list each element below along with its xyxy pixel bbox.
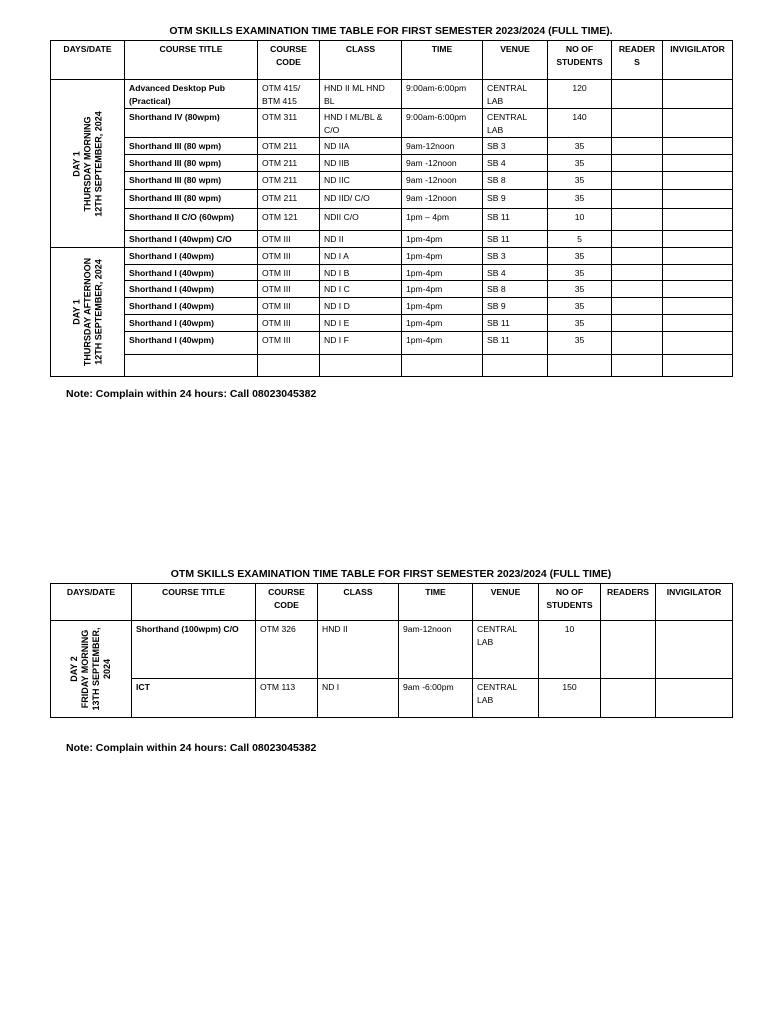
table-row — [51, 314, 733, 331]
time-cell: 9am -12noon — [402, 155, 483, 172]
students-cell: 35 — [548, 248, 612, 265]
table-row — [51, 231, 733, 248]
venue-cell: SB 11 — [483, 209, 548, 231]
empty-row — [51, 354, 733, 376]
class-cell: HND II ML HND BL — [320, 80, 402, 109]
table-row — [51, 172, 733, 190]
class-cell: NDII C/O — [320, 209, 402, 231]
students-cell: 35 — [548, 190, 612, 209]
col-header-class: CLASS — [318, 584, 399, 621]
class-cell: ND IID/ C/O — [320, 190, 402, 209]
col-header-invigilator: INVIGILATOR — [656, 584, 733, 621]
class-cell: ND II — [320, 231, 402, 248]
readers-cell — [612, 231, 663, 248]
invigilator-cell — [663, 109, 733, 138]
col-header-venue: VENUE — [483, 41, 548, 80]
class-cell: ND IIA — [320, 138, 402, 155]
course-title-cell: Shorthand III (80 wpm) — [125, 172, 258, 190]
header-row — [51, 584, 733, 621]
time-cell: 9am-12noon — [399, 621, 473, 679]
invigilator-cell — [663, 281, 733, 298]
time-cell: 1pm-4pm — [402, 264, 483, 281]
invigilator-cell — [663, 80, 733, 109]
class-cell: HND II — [318, 621, 399, 679]
students-cell: 35 — [548, 155, 612, 172]
empty-cell — [125, 354, 258, 376]
time-cell: 9am-12noon — [402, 138, 483, 155]
readers-cell — [612, 209, 663, 231]
students-cell: 35 — [548, 264, 612, 281]
course-title-cell: Advanced Desktop Pub (Practical) — [125, 80, 258, 109]
time-cell: 9am -6:00pm — [399, 679, 473, 718]
table-row — [51, 138, 733, 155]
readers-cell — [612, 138, 663, 155]
students-cell: 5 — [548, 231, 612, 248]
readers-cell — [612, 172, 663, 190]
col-header-course-code: COURSE CODE — [256, 584, 318, 621]
invigilator-cell — [663, 138, 733, 155]
readers-cell — [612, 264, 663, 281]
students-cell: 35 — [548, 172, 612, 190]
course-code-cell: OTM 211 — [258, 172, 320, 190]
venue-cell: SB 11 — [483, 331, 548, 354]
students-cell: 140 — [548, 109, 612, 138]
class-cell: ND I — [318, 679, 399, 718]
course-code-cell: OTM 113 — [256, 679, 318, 718]
venue-cell: CENTRAL LAB — [483, 80, 548, 109]
class-cell: ND I D — [320, 297, 402, 314]
invigilator-cell — [663, 155, 733, 172]
students-cell: 35 — [548, 281, 612, 298]
venue-cell: CENTRAL LAB — [483, 109, 548, 138]
course-code-cell: OTM 415/ BTM 415 — [258, 80, 320, 109]
students-cell: 10 — [539, 621, 601, 679]
time-cell: 1pm-4pm — [402, 314, 483, 331]
time-cell: 1pm-4pm — [402, 248, 483, 265]
students-cell: 35 — [548, 297, 612, 314]
empty-cell — [663, 354, 733, 376]
col-header-students: NO OF STUDENTS — [539, 584, 601, 621]
col-header-days: DAYS/DATE — [51, 41, 125, 80]
course-code-cell: OTM 211 — [258, 138, 320, 155]
empty-cell — [402, 354, 483, 376]
course-code-cell: OTM III — [258, 331, 320, 354]
course-code-cell: OTM 211 — [258, 155, 320, 172]
time-cell: 1pm-4pm — [402, 331, 483, 354]
readers-cell — [612, 331, 663, 354]
venue-cell: SB 11 — [483, 314, 548, 331]
invigilator-cell — [656, 679, 733, 718]
day-cell-friday-morning — [51, 621, 132, 718]
readers-cell — [612, 155, 663, 172]
course-code-cell: OTM III — [258, 314, 320, 331]
class-cell: ND I F — [320, 331, 402, 354]
empty-cell — [612, 354, 663, 376]
venue-cell: SB 9 — [483, 297, 548, 314]
students-cell: 10 — [548, 209, 612, 231]
table-row — [51, 281, 733, 298]
invigilator-cell — [663, 248, 733, 265]
class-cell: HND I ML/BL & C/O — [320, 109, 402, 138]
venue-cell: SB 11 — [483, 231, 548, 248]
table-row — [51, 190, 733, 209]
venue-cell: SB 3 — [483, 138, 548, 155]
empty-cell — [320, 354, 402, 376]
col-header-days: DAYS/DATE — [51, 584, 132, 621]
day-cell-thursday-afternoon — [51, 248, 125, 377]
course-title-cell: Shorthand I (40wpm) — [125, 297, 258, 314]
table-row — [51, 80, 733, 109]
col-header-time: TIME — [402, 41, 483, 80]
students-cell: 35 — [548, 314, 612, 331]
day-label: DAY 1 THURSDAY AFTERNOON 12TH SEPTEMBER, 2024 — [71, 257, 103, 366]
course-title-cell: Shorthand I (40wpm) — [125, 248, 258, 265]
table-row — [51, 155, 733, 172]
time-cell: 9:00am-6:00pm — [402, 109, 483, 138]
timetable-1 — [50, 40, 733, 377]
table-row — [51, 209, 733, 231]
venue-cell: SB 8 — [483, 172, 548, 190]
time-cell: 9:00am-6:00pm — [402, 80, 483, 109]
students-cell: 35 — [548, 331, 612, 354]
course-title-cell: ICT — [132, 679, 256, 718]
col-header-venue: VENUE — [473, 584, 539, 621]
readers-cell — [601, 621, 656, 679]
venue-cell: SB 9 — [483, 190, 548, 209]
time-cell: 1pm-4pm — [402, 297, 483, 314]
course-code-cell: OTM III — [258, 248, 320, 265]
students-cell: 150 — [539, 679, 601, 718]
col-header-students: NO OF STUDENTS — [548, 41, 612, 80]
table-row — [51, 297, 733, 314]
col-header-readers: READERS — [612, 41, 663, 80]
table-row — [51, 264, 733, 281]
course-code-cell: OTM III — [258, 281, 320, 298]
students-cell: 120 — [548, 80, 612, 109]
invigilator-cell — [663, 264, 733, 281]
course-title-cell: Shorthand III (80 wpm) — [125, 190, 258, 209]
class-cell: ND I B — [320, 264, 402, 281]
timetable-2 — [50, 583, 733, 718]
col-header-course-title: COURSE TITLE — [132, 584, 256, 621]
readers-cell — [612, 281, 663, 298]
invigilator-cell — [656, 621, 733, 679]
course-title-cell: Shorthand I (40wpm) C/O — [125, 231, 258, 248]
readers-cell — [612, 248, 663, 265]
table-row — [51, 679, 733, 718]
timetable-title-1: OTM SKILLS EXAMINATION TIME TABLE FOR FIRST SEMESTER 2023/2024 (FULL TIME). — [169, 25, 613, 37]
table-row — [51, 109, 733, 138]
course-code-cell: OTM 326 — [256, 621, 318, 679]
venue-cell: CENTRAL LAB — [473, 679, 539, 718]
class-cell: ND I E — [320, 314, 402, 331]
course-title-cell: Shorthand IV (80wpm) — [125, 109, 258, 138]
class-cell: ND I C — [320, 281, 402, 298]
table-row — [51, 248, 733, 265]
header-row — [51, 41, 733, 80]
course-title-cell: Shorthand I (40wpm) — [125, 331, 258, 354]
col-header-course-title: COURSE TITLE — [125, 41, 258, 80]
timetable-title-2: OTM SKILLS EXAMINATION TIME TABLE FOR FIRST SEMESTER 2023/2024 (FULL TIME) — [170, 568, 612, 580]
course-title-cell: Shorthand III (80 wpm) — [125, 138, 258, 155]
venue-cell: SB 4 — [483, 264, 548, 281]
course-title-cell: Shorthand I (40wpm) — [125, 281, 258, 298]
class-cell: ND IIB — [320, 155, 402, 172]
col-header-readers: READERS — [601, 584, 656, 621]
invigilator-cell — [663, 190, 733, 209]
students-cell: 35 — [548, 138, 612, 155]
readers-cell — [612, 80, 663, 109]
time-cell: 1pm-4pm — [402, 231, 483, 248]
readers-cell — [612, 109, 663, 138]
course-code-cell: OTM III — [258, 231, 320, 248]
readers-cell — [612, 297, 663, 314]
course-code-cell: OTM 121 — [258, 209, 320, 231]
complaint-note-1: Note: Complain within 24 hours: Call 08023045382 — [66, 388, 317, 400]
time-cell: 1pm – 4pm — [402, 209, 483, 231]
complaint-note-2: Note: Complain within 24 hours: Call 08023045382 — [66, 742, 317, 754]
course-code-cell: OTM III — [258, 297, 320, 314]
table-row — [51, 621, 733, 679]
time-cell: 1pm-4pm — [402, 281, 483, 298]
invigilator-cell — [663, 231, 733, 248]
time-cell: 9am -12noon — [402, 172, 483, 190]
table-row — [51, 331, 733, 354]
empty-cell — [483, 354, 548, 376]
venue-cell: SB 8 — [483, 281, 548, 298]
time-cell: 9am -12noon — [402, 190, 483, 209]
col-header-time: TIME — [399, 584, 473, 621]
class-cell: ND I A — [320, 248, 402, 265]
invigilator-cell — [663, 314, 733, 331]
course-code-cell: OTM 211 — [258, 190, 320, 209]
course-title-cell: Shorthand III (80 wpm) — [125, 155, 258, 172]
day-cell-thursday-morning — [51, 80, 125, 248]
class-cell: ND IIC — [320, 172, 402, 190]
col-header-course-code: COURSE CODE — [258, 41, 320, 80]
course-title-cell: Shorthand I (40wpm) — [125, 314, 258, 331]
day-label: DAY 2 FRIDAY MORNING 13TH SEPTEMBER, 2024 — [69, 627, 112, 711]
course-code-cell: OTM III — [258, 264, 320, 281]
col-header-class: CLASS — [320, 41, 402, 80]
day-label: DAY 1 THURSDAY MORNING 12TH SEPTEMBER, 2024 — [71, 110, 103, 217]
course-title-cell: Shorthand II C/O (60wpm) — [125, 209, 258, 231]
readers-cell — [612, 314, 663, 331]
venue-cell: SB 3 — [483, 248, 548, 265]
invigilator-cell — [663, 297, 733, 314]
invigilator-cell — [663, 209, 733, 231]
invigilator-cell — [663, 172, 733, 190]
venue-cell: CENTRAL LAB — [473, 621, 539, 679]
empty-cell — [548, 354, 612, 376]
readers-cell — [612, 190, 663, 209]
readers-cell — [601, 679, 656, 718]
course-title-cell: Shorthand I (40wpm) — [125, 264, 258, 281]
venue-cell: SB 4 — [483, 155, 548, 172]
course-code-cell: OTM 311 — [258, 109, 320, 138]
col-header-invigilator: INVIGILATOR — [663, 41, 733, 80]
empty-cell — [258, 354, 320, 376]
invigilator-cell — [663, 331, 733, 354]
course-title-cell: Shorthand (100wpm) C/O — [132, 621, 256, 679]
